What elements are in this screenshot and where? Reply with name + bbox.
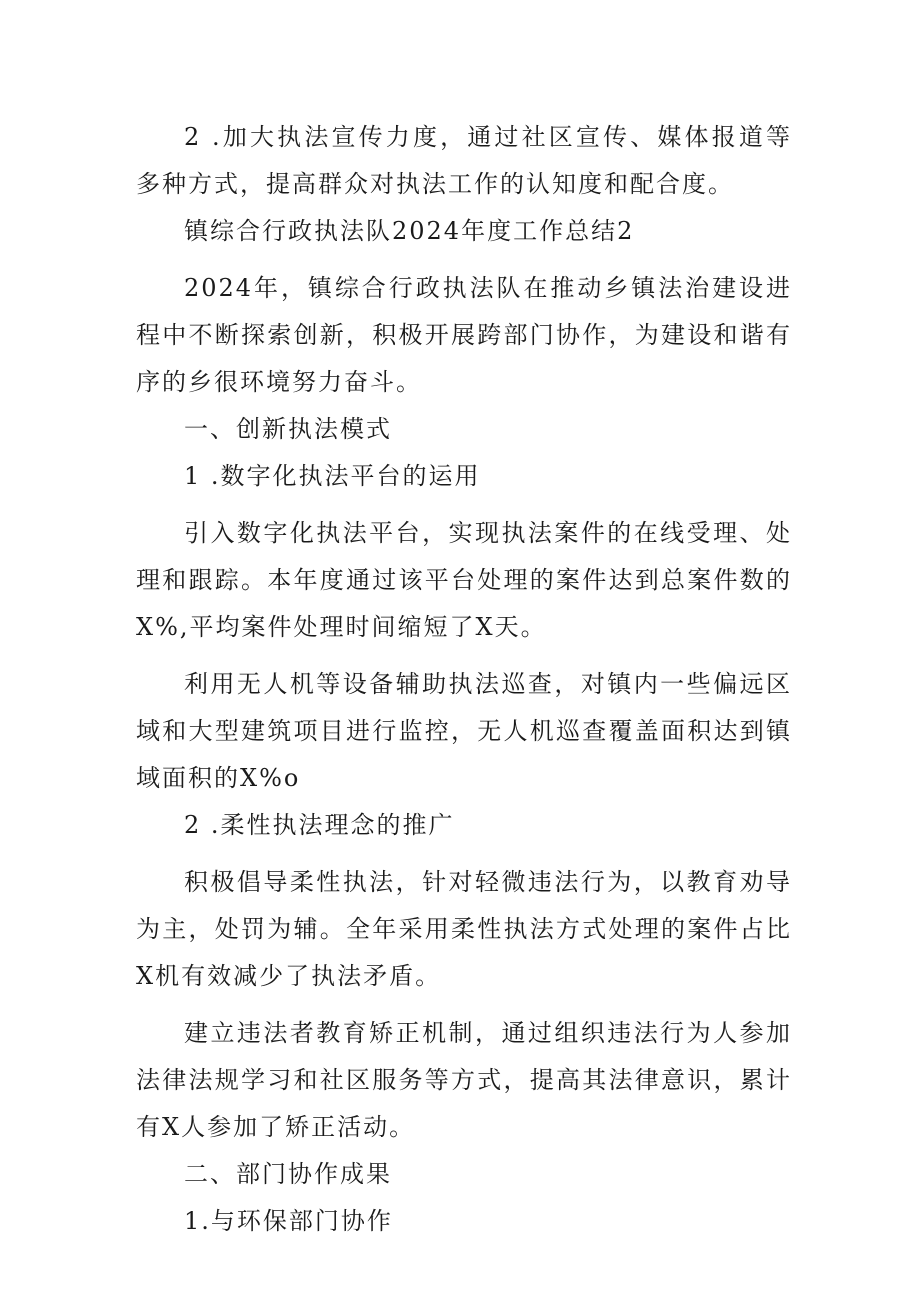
paragraph-drone-patrol: 利用无人机等设备辅助执法巡查，对镇内一些偏远区域和大型建筑项目进行监控，无人机巡查覆盖面积达到镇域面积的X%o	[136, 670, 792, 792]
subheading-environment-cooperation: 1.与环保部门协作	[184, 1207, 393, 1235]
document-body	[136, 114, 792, 1245]
paragraph-correction-mechanism: 建立违法者教育矫正机制，通过组织违法行为人参加法律法规学习和社区服务等方式，提高其法律意识，累计有X人参加了矫正活动。	[136, 1019, 792, 1141]
paragraph-flexible-enforcement: 积极倡导柔性执法，针对轻微违法行为，以教育劝导为主，处罚为辅。全年采用柔性执法方式处理的案件占比X机有效减少了执法矛盾。	[136, 868, 792, 990]
section-heading-innovation: 一、创新执法模式	[184, 415, 392, 443]
paragraph-publicity: 2 .加大执法宣传力度，通过社区宣传、媒体报道等多种方式，提高群众对执法工作的认知度和配合度。	[136, 123, 792, 198]
section-heading-cooperation: 二、部门协作成果	[184, 1160, 392, 1188]
paragraph-digital-platform: 引入数字化执法平台，实现执法案件的在线受理、处理和跟踪。本年度通过该平台处理的案件达到总案件数的X%,平均案件处理时间缩短了X天。	[136, 519, 792, 641]
document-title: 镇综合行政执法队2024年度工作总结2	[184, 217, 635, 245]
subheading-digital-platform: 1 .数字化执法平台的运用	[184, 462, 481, 490]
paragraph-intro: 2024年，镇综合行政执法队在推动乡镇法治建设进程中不断探索创新，积极开展跨部门协作，为建设和谐有序的乡很环境努力奋斗。	[136, 274, 792, 396]
subheading-flexible-enforcement: 2 .柔性执法理念的推广	[184, 811, 455, 839]
